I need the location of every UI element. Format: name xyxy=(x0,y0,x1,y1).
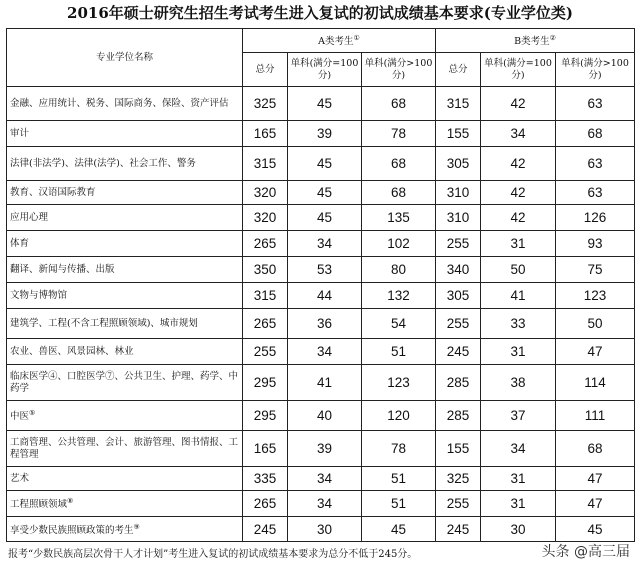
a-s100-cell: 39 xyxy=(288,431,362,467)
a-total-cell: 295 xyxy=(243,401,288,431)
a-total-cell: 335 xyxy=(243,467,288,491)
b-sgt-cell: 45 xyxy=(556,517,635,542)
table-row xyxy=(7,87,635,121)
b-total-cell: 285 xyxy=(436,365,481,401)
a-total-cell: 320 xyxy=(243,205,288,231)
a-s100-cell: 34 xyxy=(288,231,362,257)
group-b-header: B类考生② xyxy=(436,29,635,53)
b-sgt-cell: 63 xyxy=(556,147,635,181)
subject-name-cell: 审计 xyxy=(7,121,243,147)
b-sgt-cell: 126 xyxy=(556,205,635,231)
subject-name-cell: 翻译、新闻与传播、出版 xyxy=(7,257,243,283)
a-total-cell: 255 xyxy=(243,339,288,365)
b-total-cell: 245 xyxy=(436,517,481,542)
a-sgt-cell: 78 xyxy=(362,431,436,467)
table-row xyxy=(7,231,635,257)
b-sgt-cell: 63 xyxy=(556,181,635,205)
a-sgt-cell: 123 xyxy=(362,365,436,401)
a-total-cell: 320 xyxy=(243,181,288,205)
subject-name-cell: 享受少数民族照顾政策的考生⑨ xyxy=(7,517,243,542)
b-s100-cell: 37 xyxy=(481,401,556,431)
b-total-cell: 310 xyxy=(436,181,481,205)
table-row xyxy=(7,181,635,205)
table-row xyxy=(7,339,635,365)
a-total-cell: 265 xyxy=(243,491,288,517)
b-total-cell: 155 xyxy=(436,121,481,147)
a-total-cell: 265 xyxy=(243,231,288,257)
subject-name-cell: 建筑学、工程(不含工程照顾领域)、城市规划 xyxy=(7,309,243,339)
a-s100-cell: 34 xyxy=(288,339,362,365)
a-sgt-cell: 132 xyxy=(362,283,436,309)
a-s100-cell: 44 xyxy=(288,283,362,309)
b-total-cell: 325 xyxy=(436,467,481,491)
a-total-cell: 245 xyxy=(243,517,288,542)
table-row xyxy=(7,257,635,283)
a-s100-cell: 34 xyxy=(288,467,362,491)
subject-name-cell: 临床医学④、口腔医学⑦、公共卫生、护理、药学、中药学 xyxy=(7,365,243,401)
page-title: 2016年硕士研究生招生考试考生进入复试的初试成绩基本要求(专业学位类) xyxy=(67,4,573,22)
subject-name-cell: 中医⑤ xyxy=(7,401,243,431)
footnote: 报考“少数民族高层次骨干人才计划”考生进入复试的初试成绩基本要求为总分不低于245分。 xyxy=(8,549,418,560)
b-s100-cell: 42 xyxy=(481,147,556,181)
a-sgt-cell: 54 xyxy=(362,309,436,339)
table-row xyxy=(7,147,635,181)
a-total-cell: 295 xyxy=(243,365,288,401)
subject-name-cell: 文物与博物馆 xyxy=(7,283,243,309)
b-single-gt100-header: 单科(满分>100分) xyxy=(556,53,635,87)
b-sgt-cell: 63 xyxy=(556,87,635,121)
a-s100-cell: 40 xyxy=(288,401,362,431)
a-sgt-cell: 120 xyxy=(362,401,436,431)
b-sgt-cell: 47 xyxy=(556,491,635,517)
table-row xyxy=(7,365,635,401)
b-total-cell: 255 xyxy=(436,231,481,257)
b-s100-cell: 31 xyxy=(481,231,556,257)
a-s100-cell: 45 xyxy=(288,147,362,181)
b-s100-cell: 42 xyxy=(481,87,556,121)
b-sgt-cell: 47 xyxy=(556,467,635,491)
a-sgt-cell: 80 xyxy=(362,257,436,283)
a-s100-cell: 39 xyxy=(288,121,362,147)
a-sgt-cell: 68 xyxy=(362,87,436,121)
b-s100-cell: 34 xyxy=(481,431,556,467)
a-s100-cell: 45 xyxy=(288,205,362,231)
table-row xyxy=(7,283,635,309)
subject-name-cell: 教育、汉语国际教育 xyxy=(7,181,243,205)
b-single100-header: 单科(满分=100分) xyxy=(481,53,556,87)
subject-name-cell: 应用心理 xyxy=(7,205,243,231)
table-row xyxy=(7,401,635,431)
subject-name-cell: 法律(非法学)、法律(法学)、社会工作、警务 xyxy=(7,147,243,181)
group-a-header: A类考生① xyxy=(243,29,436,53)
a-total-cell: 165 xyxy=(243,431,288,467)
b-s100-cell: 33 xyxy=(481,309,556,339)
subject-name-cell: 工程照顾领域⑧ xyxy=(7,491,243,517)
a-total-cell: 315 xyxy=(243,147,288,181)
a-sgt-cell: 68 xyxy=(362,181,436,205)
table-row xyxy=(7,205,635,231)
b-s100-cell: 41 xyxy=(481,283,556,309)
b-s100-cell: 31 xyxy=(481,491,556,517)
subject-name-cell: 体育 xyxy=(7,231,243,257)
a-single-gt100-header: 单科(满分>100分) xyxy=(362,53,436,87)
a-s100-cell: 53 xyxy=(288,257,362,283)
b-s100-cell: 42 xyxy=(481,181,556,205)
a-total-cell: 325 xyxy=(243,87,288,121)
b-s100-cell: 50 xyxy=(481,257,556,283)
a-sgt-cell: 78 xyxy=(362,121,436,147)
subject-name-cell: 农业、兽医、风景园林、林业 xyxy=(7,339,243,365)
b-total-header: 总分 xyxy=(436,53,481,87)
b-total-cell: 340 xyxy=(436,257,481,283)
table-row xyxy=(7,431,635,467)
a-total-cell: 165 xyxy=(243,121,288,147)
a-s100-cell: 36 xyxy=(288,309,362,339)
b-total-cell: 305 xyxy=(436,283,481,309)
a-sgt-cell: 51 xyxy=(362,339,436,365)
a-sgt-cell: 68 xyxy=(362,147,436,181)
a-sgt-cell: 135 xyxy=(362,205,436,231)
b-s100-cell: 38 xyxy=(481,365,556,401)
score-table xyxy=(6,28,635,542)
subject-name-cell: 工商管理、公共管理、会计、旅游管理、图书情报、工程管理 xyxy=(7,431,243,467)
b-sgt-cell: 47 xyxy=(556,339,635,365)
b-total-cell: 315 xyxy=(436,87,481,121)
b-total-cell: 255 xyxy=(436,309,481,339)
a-sgt-cell: 102 xyxy=(362,231,436,257)
b-sgt-cell: 50 xyxy=(556,309,635,339)
b-total-cell: 245 xyxy=(436,339,481,365)
b-s100-cell: 31 xyxy=(481,467,556,491)
b-total-cell: 255 xyxy=(436,491,481,517)
a-total-header: 总分 xyxy=(243,53,288,87)
b-sgt-cell: 68 xyxy=(556,121,635,147)
b-s100-cell: 31 xyxy=(481,339,556,365)
b-sgt-cell: 68 xyxy=(556,431,635,467)
b-sgt-cell: 123 xyxy=(556,283,635,309)
table-row xyxy=(7,309,635,339)
b-sgt-cell: 114 xyxy=(556,365,635,401)
table-row xyxy=(7,517,635,542)
b-sgt-cell: 93 xyxy=(556,231,635,257)
a-total-cell: 265 xyxy=(243,309,288,339)
table-row xyxy=(7,121,635,147)
subject-name-cell: 金融、应用统计、税务、国际商务、保险、资产评估 xyxy=(7,87,243,121)
a-s100-cell: 30 xyxy=(288,517,362,542)
a-s100-cell: 45 xyxy=(288,87,362,121)
a-total-cell: 315 xyxy=(243,283,288,309)
a-sgt-cell: 51 xyxy=(362,467,436,491)
b-total-cell: 310 xyxy=(436,205,481,231)
a-s100-cell: 41 xyxy=(288,365,362,401)
a-single100-header: 单科(满分=100分) xyxy=(288,53,362,87)
table-row xyxy=(7,491,635,517)
subject-name-cell: 艺术 xyxy=(7,467,243,491)
b-s100-cell: 30 xyxy=(481,517,556,542)
a-sgt-cell: 45 xyxy=(362,517,436,542)
b-total-cell: 285 xyxy=(436,401,481,431)
a-total-cell: 350 xyxy=(243,257,288,283)
watermark: 头条 @高三届 xyxy=(541,544,630,560)
b-s100-cell: 42 xyxy=(481,205,556,231)
b-sgt-cell: 75 xyxy=(556,257,635,283)
table-row xyxy=(7,467,635,491)
a-s100-cell: 45 xyxy=(288,181,362,205)
b-total-cell: 155 xyxy=(436,431,481,467)
a-sgt-cell: 51 xyxy=(362,491,436,517)
b-total-cell: 305 xyxy=(436,147,481,181)
b-s100-cell: 34 xyxy=(481,121,556,147)
a-s100-cell: 34 xyxy=(288,491,362,517)
subject-header: 专业学位名称 xyxy=(7,29,243,87)
b-sgt-cell: 111 xyxy=(556,401,635,431)
